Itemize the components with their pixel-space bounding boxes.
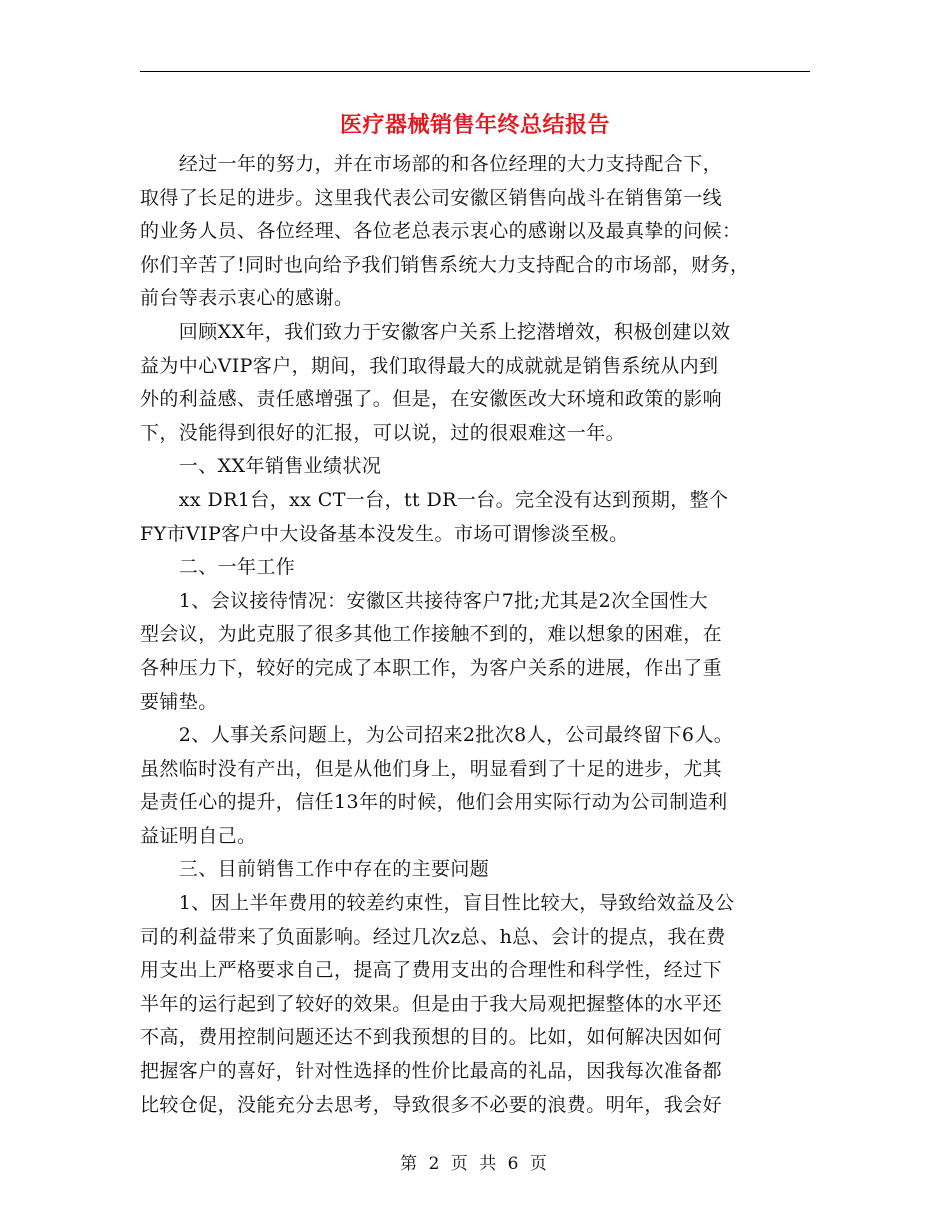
text-line: FY市VIP客户中大设备基本没发生。市场可谓惨淡至极。: [140, 522, 629, 545]
text-line: 前台等表示衷心的感谢。: [140, 287, 354, 310]
text-line: 回顾XX年，我们致力于安徽客户关系上挖潜增效，积极创建以效: [140, 320, 731, 343]
text-line: 把握客户的喜好，针对性选择的性价比最高的礼品，因我每次准备都: [140, 1060, 723, 1083]
text-line: 益为中心VIP客户，期间，我们取得最大的成就就是销售系统从内到: [140, 354, 719, 377]
text-line: 下，没能得到很好的汇报，可以说，过的很艰难这一年。: [140, 421, 626, 444]
text-line: 取得了长足的进步。这里我代表公司安徽区销售向战斗在销售第一线: [140, 186, 723, 209]
text-line: 你们辛苦了!同时也向给予我们销售系统大力支持配合的市场部，财务，: [140, 253, 750, 276]
section-heading: 一、XX年销售业绩状况: [140, 455, 382, 478]
text-line: 型会议，为此克服了很多其他工作接触不到的，难以想象的困难，在: [140, 623, 723, 646]
text-line: 半年的运行起到了较好的效果。但是由于我大局观把握整体的水平还: [140, 992, 723, 1015]
page-title: 医疗器械销售年终总结报告: [339, 112, 610, 138]
header-rule: [140, 71, 810, 72]
section-heading: 二、一年工作: [140, 556, 296, 579]
text-line: 的业务人员、各位经理、各位老总表示衷心的感谢以及最真挚的问候：: [140, 220, 742, 243]
text-line: 1、因上半年费用的较差约束性，盲目性比较大，导致给效益及公: [140, 892, 735, 915]
text-line: 益证明自己。: [140, 824, 257, 847]
text-line: 2、人事关系问题上，为公司招来2批次8人，公司最终留下6人。: [140, 724, 734, 747]
text-line: 虽然临时没有产出，但是从他们身上，明显看到了十足的进步，尤其: [140, 757, 723, 780]
text-line: 经过一年的努力，并在市场部的和各位经理的大力支持配合下，: [140, 153, 723, 175]
section-heading: 三、目前销售工作中存在的主要问题: [140, 858, 490, 881]
text-line: xx DR1台，xx CT一台，tt DR一台。完全没有达到预期，整个: [140, 488, 729, 511]
body-text: [140, 148, 810, 1122]
text-line: 1、会议接待情况：安徽区共接待客户7批;尤其是2次全国性大: [140, 589, 709, 612]
text-line: 是责任心的提升，信任13年的时候，他们会用实际行动为公司制造利: [140, 791, 728, 814]
text-line: 司的利益带来了负面影响。经过几次z总、h总、会计的提点，我在费: [140, 925, 726, 948]
text-line: 不高，费用控制问题还达不到我预想的目的。比如，如何解决因如何: [140, 1026, 723, 1049]
text-line: 外的利益感、责任感增强了。但是，在安徽医改大环境和政策的影响: [140, 388, 723, 411]
text-line: 比较仓促，没能充分去思考，导致很多不必要的浪费。明年，我会好: [140, 1093, 723, 1116]
text-line: 要铺垫。: [140, 690, 218, 713]
page-number: 第 2 页 共 6 页: [400, 1154, 550, 1174]
text-line: 各种压力下，较好的完成了本职工作，为客户关系的进展，作出了重: [140, 656, 723, 679]
text-line: 用支出上严格要求自己，提高了费用支出的合理性和科学性，经过下: [140, 959, 723, 982]
